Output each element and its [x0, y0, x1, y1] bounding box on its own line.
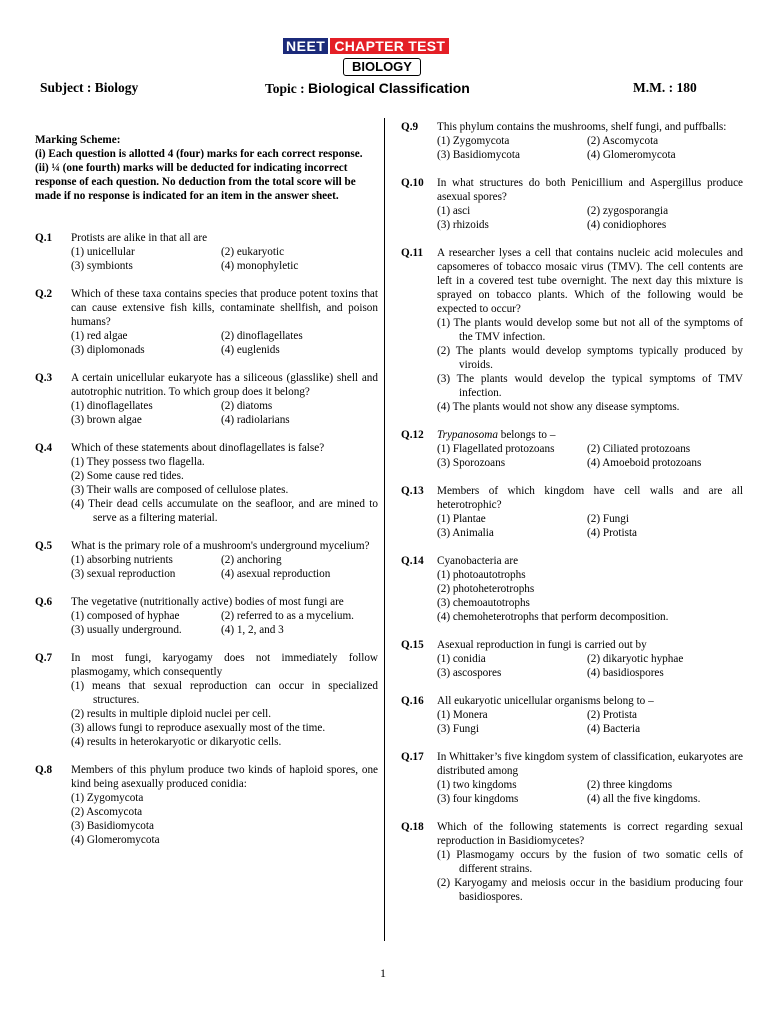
question-number: Q.7: [35, 652, 53, 664]
question-text: Which of these taxa contains species that produce potent toxins that can cause extensive fish kills, contaminate shellfish, and poison humans?: [71, 288, 378, 328]
question-body: [437, 484, 743, 540]
option-item: (2) Ascomycota: [587, 135, 659, 147]
left-column: [35, 133, 378, 847]
option-item: (2) Protista: [587, 709, 638, 721]
option-item: (4) 1, 2, and 3: [221, 624, 284, 636]
logo-neet: NEET: [283, 38, 328, 54]
question-body: [71, 231, 378, 273]
option-item: (2) Karyogamy and meiosis occur in the basidium producing four basidiospores.: [437, 877, 743, 903]
options-list: [437, 134, 743, 162]
question-text: [437, 428, 743, 442]
question-q5: [35, 539, 378, 581]
marking-scheme: [35, 133, 378, 203]
marking-line-1: (i) Each question is allotted 4 (four) marks for each correct response.: [35, 148, 363, 160]
question-q13: [401, 484, 743, 540]
question-q12: [401, 428, 743, 470]
options-list: [437, 652, 743, 680]
option-item: (3) Sporozoans: [437, 457, 506, 469]
right-column: [401, 120, 743, 904]
question-body: [437, 176, 743, 232]
option-item: (1) dinoflagellates: [71, 400, 153, 412]
option-item: (3) chemoautotrophs: [437, 597, 530, 609]
option-item: (1) They possess two flagella.: [71, 456, 205, 468]
question-body: [437, 120, 743, 162]
question-q2: [35, 287, 378, 357]
question-text: All eukaryotic unicellular organisms belong to –: [437, 695, 654, 707]
question-number: Q.6: [35, 596, 53, 608]
question-body: [71, 595, 378, 637]
question-q3: [35, 371, 378, 427]
option-item: (1) Flagellated protozoans: [437, 443, 555, 455]
option-item: (2) referred to as a mycelium.: [221, 610, 354, 622]
question-q15: [401, 638, 743, 680]
option-item: (4) euglenids: [221, 344, 280, 356]
question-number: Q.11: [401, 247, 424, 259]
option-item: (1) absorbing nutrients: [71, 554, 173, 566]
option-item: (3) ascospores: [437, 667, 502, 679]
option-item: (4) radiolarians: [221, 414, 290, 426]
marking-title: Marking Scheme:: [35, 134, 121, 146]
option-item: (4) all the five kingdoms.: [587, 793, 701, 805]
option-item: (1) asci: [437, 205, 471, 217]
question-q10: [401, 176, 743, 232]
option-item: (4) The plants would not show any disease symptoms.: [437, 401, 680, 413]
option-item: (1) two kingdoms: [437, 779, 517, 791]
subject-label: Subject : Biology: [40, 80, 139, 95]
question-q6: [35, 595, 378, 637]
question-number: Q.5: [35, 540, 53, 552]
question-q17: [401, 750, 743, 806]
option-item: (1) unicellular: [71, 246, 135, 258]
options-list: [437, 512, 743, 540]
option-item: (2) dikaryotic hyphae: [587, 653, 684, 665]
option-item: (2) Some cause red tides.: [71, 470, 184, 482]
option-item: (1) Zygomycota: [71, 792, 144, 804]
logo-chapter-test: CHAPTER TEST: [330, 38, 449, 54]
option-item: (1) red algae: [71, 330, 128, 342]
marking-line-2: (ii) ¼ (one fourth) marks will be deducted for indicating incorrect response of each question. No deduction from the total score will be made if no response is indicated for an item in the answer sheet.: [35, 162, 356, 202]
option-item: (4) Amoeboid protozoans: [587, 457, 702, 469]
options-list: [71, 679, 378, 749]
question-text: Which of the following statements is correct regarding sexual reproduction in Basidiomycetes?: [437, 821, 743, 847]
question-q9: [401, 120, 743, 162]
option-item: (2) Fungi: [587, 513, 629, 525]
option-item: (1) conidia: [437, 653, 486, 665]
question-text: This phylum contains the mushrooms, shelf fungi, and puffballs:: [437, 121, 727, 133]
option-item: (2) photoheterotrophs: [437, 583, 535, 595]
option-item: (4) Protista: [587, 527, 638, 539]
option-item: (1) composed of hyphae: [71, 610, 180, 622]
topic-name: Biological Classification: [308, 80, 470, 96]
option-item: (4) basidiospores: [587, 667, 664, 679]
option-item: (4) Their dead cells accumulate on the seafloor, and are mined to serve as a filtering material.: [71, 498, 378, 524]
options-list: [71, 553, 378, 581]
option-item: (3) Their walls are composed of cellulose plates.: [71, 484, 289, 496]
option-item: (3) sexual reproduction: [71, 568, 176, 580]
question-body: [437, 750, 743, 806]
option-item: (1) photoautotrophs: [437, 569, 526, 581]
option-item: (4) Glomeromycota: [71, 834, 160, 846]
option-item: (2) dinoflagellates: [221, 330, 303, 342]
question-text: In Whittaker’s five kingdom system of classification, eukaryotes are distributed among: [437, 751, 743, 777]
option-item: (1) Zygomycota: [437, 135, 510, 147]
question-number: Q.9: [401, 121, 419, 133]
option-item: (4) asexual reproduction: [221, 568, 331, 580]
question-number: Q.13: [401, 485, 424, 497]
neet-chapter-test-logo: [283, 38, 449, 54]
options-list: [71, 329, 378, 357]
column-divider: [384, 118, 385, 941]
option-item: (3) rhizoids: [437, 219, 489, 231]
option-item: (1) The plants would develop some but not all of the symptoms of the TMV infection.: [437, 317, 743, 343]
question-text: In what structures do both Penicillium and Aspergillus produce asexual spores?: [437, 177, 743, 203]
option-item: (3) usually underground.: [71, 624, 182, 636]
question-number: Q.2: [35, 288, 53, 300]
option-item: (3) Fungi: [437, 723, 479, 735]
options-list: [437, 204, 743, 232]
options-list: [437, 442, 743, 470]
option-item: (4) conidiophores: [587, 219, 667, 231]
max-marks: M.M. : 180: [633, 80, 697, 95]
question-q7: [35, 651, 378, 749]
options-list: [71, 455, 378, 525]
option-item: (3) symbionts: [71, 260, 133, 272]
question-text: Members of this phylum produce two kinds of haploid spores, one kind being asexually produced conidia:: [71, 764, 378, 790]
options-list: [71, 245, 378, 273]
option-item: (2) The plants would develop symptoms typically produced by viroids.: [437, 345, 743, 371]
question-text: A researcher lyses a cell that contains nucleic acid molecules and capsomeres of tobacco mosaic virus (TMV). The cell contents are left in a covered test tube overnight. The next day this mixture is sprayed on tobacco plants. Which of the following would be expected to occur?: [437, 247, 743, 315]
question-number: Q.12: [401, 429, 424, 441]
question-body: [71, 539, 378, 581]
option-item: (1) Plantae: [437, 513, 486, 525]
question-text: Cyanobacteria are: [437, 555, 519, 567]
option-item: (1) means that sexual reproduction can occur in specialized structures.: [71, 680, 378, 706]
question-body: [437, 638, 743, 680]
option-item: (2) eukaryotic: [221, 246, 285, 258]
option-item: (1) Plasmogamy occurs by the fusion of two somatic cells of different strains.: [437, 849, 743, 875]
question-q8: [35, 763, 378, 847]
question-text: Which of these statements about dinoflagellates is false?: [71, 442, 325, 454]
option-item: (2) three kingdoms: [587, 779, 673, 791]
question-number: Q.15: [401, 639, 424, 651]
question-body: [437, 246, 743, 414]
question-q4: [35, 441, 378, 525]
question-text: Members of which kingdom have cell walls and are all heterotrophic?: [437, 485, 743, 511]
question-q16: [401, 694, 743, 736]
question-number: Q.1: [35, 232, 53, 244]
question-q1: [35, 231, 378, 273]
question-body: [437, 428, 743, 470]
question-number: Q.16: [401, 695, 424, 707]
option-item: (4) monophyletic: [221, 260, 299, 272]
question-q14: [401, 554, 743, 624]
options-list: [437, 778, 743, 806]
option-item: (4) results in heterokaryotic or dikaryotic cells.: [71, 736, 282, 748]
question-number: Q.8: [35, 764, 53, 776]
question-text: Protists are alike in that all are: [71, 232, 208, 244]
question-number: Q.4: [35, 442, 53, 454]
question-body: [71, 371, 378, 427]
question-number: Q.14: [401, 555, 424, 567]
option-item: (2) diatoms: [221, 400, 273, 412]
question-body: [437, 820, 743, 904]
question-text: Asexual reproduction in fungi is carried out by: [437, 639, 647, 651]
option-item: (2) anchoring: [221, 554, 282, 566]
question-body: [71, 287, 378, 357]
option-item: (3) Basidiomycota: [71, 820, 154, 832]
subject-badge: BIOLOGY: [343, 58, 421, 76]
option-item: (4) chemoheterotrophs that perform decomposition.: [437, 611, 669, 623]
topic-prefix: Topic :: [265, 81, 305, 96]
option-item: (3) Basidiomycota: [437, 149, 520, 161]
question-text: In most fungi, karyogamy does not immediately follow plasmogamy, which consequently: [71, 652, 378, 678]
question-text: What is the primary role of a mushroom's underground mycelium?: [71, 540, 370, 552]
question-body: [437, 554, 743, 624]
question-number: Q.10: [401, 177, 424, 189]
option-item: (1) Monera: [437, 709, 488, 721]
option-item: (3) allows fungi to reproduce asexually most of the time.: [71, 722, 326, 734]
option-item: (3) four kingdoms: [437, 793, 519, 805]
question-body: [71, 651, 378, 749]
option-item: (2) Ascomycota: [71, 806, 143, 818]
option-item: (2) Ciliated protozoans: [587, 443, 691, 455]
question-text: The vegetative (nutritionally active) bodies of most fungi are: [71, 596, 344, 608]
question-q11: [401, 246, 743, 414]
options-list: [71, 791, 378, 847]
option-item: (3) Animalia: [437, 527, 494, 539]
options-list: [71, 399, 378, 427]
options-list: [437, 848, 743, 904]
question-text: A certain unicellular eukaryote has a siliceous (glasslike) shell and autotrophic nutrition. To which group does it belong?: [71, 372, 378, 398]
question-q18: [401, 820, 743, 904]
question-body: [437, 694, 743, 736]
option-item: (3) diplomonads: [71, 344, 145, 356]
topic-label: [265, 80, 470, 97]
option-item: (3) The plants would develop the typical symptoms of TMV infection.: [437, 373, 743, 399]
question-number: Q.17: [401, 751, 424, 763]
options-list: [437, 708, 743, 736]
option-item: (3) brown algae: [71, 414, 142, 426]
options-list: [437, 316, 743, 414]
question-text-italic: Trypanosoma: [437, 429, 498, 441]
page-number: 1: [380, 966, 386, 980]
option-item: (4) Bacteria: [587, 723, 641, 735]
options-list: [437, 568, 743, 624]
options-list: [71, 609, 378, 637]
question-number: Q.3: [35, 372, 53, 384]
question-body: [71, 441, 378, 525]
question-body: [71, 763, 378, 847]
option-item: (4) Glomeromycota: [587, 149, 676, 161]
question-number: Q.18: [401, 821, 424, 833]
option-item: (2) results in multiple diploid nuclei per cell.: [71, 708, 272, 720]
option-item: (2) zygosporangia: [587, 205, 669, 217]
question-text-rest: belongs to –: [497, 429, 556, 441]
